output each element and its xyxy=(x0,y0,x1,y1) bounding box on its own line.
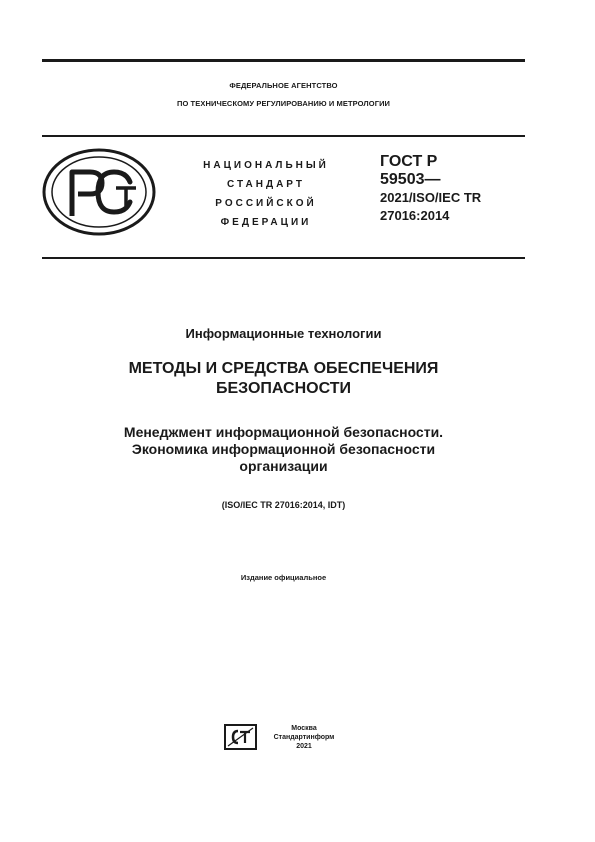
national-line-1: НАЦИОНАЛЬНЫЙ xyxy=(203,160,329,171)
subtitle-line-3: организации xyxy=(239,458,328,474)
national-line-2: СТАНДАРТ xyxy=(227,179,305,190)
subtitle-line-1: Менеджмент информационной безопасности. xyxy=(123,424,444,440)
main-title-line-2: БЕЗОПАСНОСТИ xyxy=(215,380,352,397)
gost-designation xyxy=(380,153,481,225)
gost-line-3: 2021/ISO/IEC TR xyxy=(380,190,482,205)
bottom-rule xyxy=(42,257,525,259)
subtitle xyxy=(42,424,525,475)
publisher-text xyxy=(264,724,344,751)
publisher-city: Москва xyxy=(291,725,317,732)
top-rule xyxy=(42,59,525,62)
agency-line-1: ФЕДЕРАЛЬНОЕ АГЕНТСТВО xyxy=(229,81,338,90)
agency-line-2: ПО ТЕХНИЧЕСКОМУ РЕГУЛИРОВАНИЮ И МЕТРОЛОГИИ xyxy=(176,99,391,108)
category-title: Информационные технологии xyxy=(185,326,382,341)
national-line-3: РОССИЙСКОЙ xyxy=(215,198,317,209)
subtitle-line-2: Экономика информационной безопасности xyxy=(131,441,436,457)
gost-line-2: 59503— xyxy=(380,171,441,188)
standartinform-logo-icon xyxy=(224,724,257,750)
middle-rule xyxy=(42,135,525,137)
idt-reference: (ISO/IEC TR 27016:2014, IDT) xyxy=(221,500,346,510)
gost-line-1: ГОСТ Р xyxy=(380,153,438,170)
publisher-year: 2021 xyxy=(296,743,312,750)
publisher-name: Стандартинформ xyxy=(273,734,335,741)
rst-certification-logo-icon xyxy=(42,148,156,236)
main-title xyxy=(42,359,525,399)
national-line-4: ФЕДЕРАЦИИ xyxy=(220,217,312,228)
gost-line-4: 27016:2014 xyxy=(380,208,450,223)
national-standard-label xyxy=(178,156,354,232)
publisher-block xyxy=(224,724,344,760)
edition-label: Издание официальное xyxy=(240,573,327,582)
main-title-line-1: МЕТОДЫ И СРЕДСТВА ОБЕСПЕЧЕНИЯ xyxy=(128,360,439,377)
